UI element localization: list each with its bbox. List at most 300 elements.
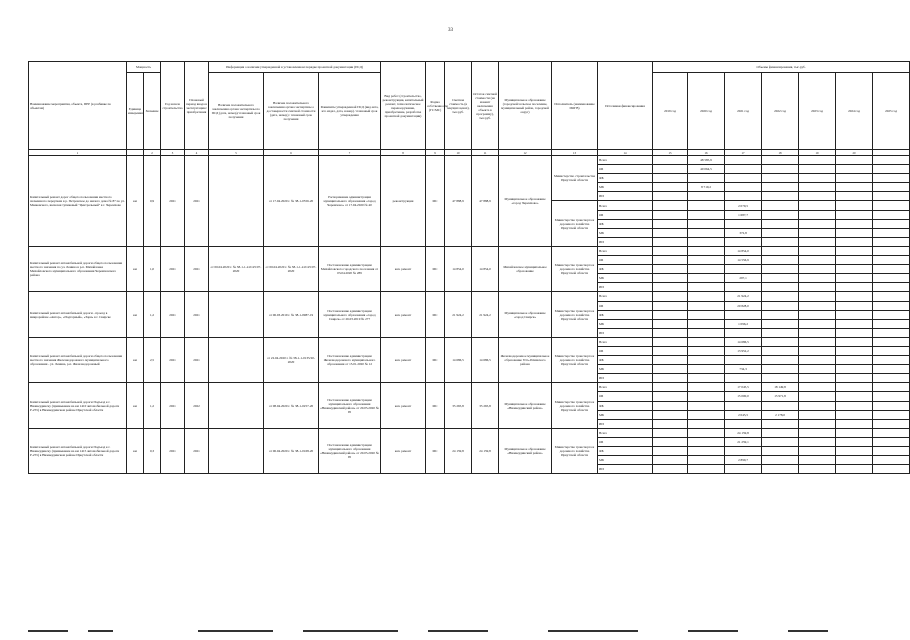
funding-2019: [653, 374, 688, 383]
funding-source: ФБ: [598, 356, 653, 365]
funding-2021: 734,3: [725, 365, 762, 374]
funding-2024: [836, 310, 873, 319]
bottom-scan-strip: [28, 630, 853, 634]
object-balance: 14 854,0: [472, 246, 499, 291]
column-number: 7: [319, 150, 381, 156]
object-start-year: 2021: [161, 383, 185, 428]
funding-2021: 24 159,8: [725, 428, 762, 437]
funding-2022: [762, 256, 799, 265]
funding-2023: [799, 283, 836, 292]
funding-2020: [688, 456, 725, 465]
header-sources: Источники финансирования: [598, 62, 653, 150]
funding-2019: [653, 310, 688, 319]
funding-2023: [799, 383, 836, 392]
funding-2022: [762, 283, 799, 292]
funding-2019: [653, 337, 688, 346]
funding-source: Всего: [598, 292, 653, 301]
funding-2021: [725, 465, 762, 474]
funding-2023: [799, 210, 836, 219]
object-work-type: кап. ремонт: [381, 246, 426, 291]
funding-2019: [653, 219, 688, 228]
object-start-year: 2021: [161, 337, 185, 382]
funding-2020: 40 064,5: [688, 165, 725, 174]
object-power-value: 2,5: [144, 337, 161, 382]
funding-2025: [873, 201, 910, 210]
object-unit: км: [127, 337, 144, 382]
header-plan-year: Плановый период ввода в эксплуатацию/приобретения: [185, 62, 209, 150]
object-psd-presence: от 06.04.2020 г. № 38-1-1-2-0125/07-2020: [209, 246, 264, 291]
object-plan-year: 2021: [185, 156, 209, 247]
funding-source: ФБ: [598, 401, 653, 410]
funding-source: Всего: [598, 337, 653, 346]
funding-2019: [653, 456, 688, 465]
funding-2023: [799, 392, 836, 401]
object-work-type: кап. ремонт: [381, 428, 426, 473]
funding-2019: [653, 265, 688, 274]
table-row: [29, 246, 910, 255]
funding-2019: [653, 419, 688, 428]
funding-2025: [873, 456, 910, 465]
funding-2024: [836, 283, 873, 292]
object-power-value: 1,0: [144, 246, 161, 291]
object-ownership: МС: [426, 428, 445, 473]
funding-2025: [873, 319, 910, 328]
funding-2025: [873, 410, 910, 419]
funding-2023: [799, 410, 836, 419]
header-ownership: Форма собственности (ГС/МС): [426, 62, 445, 150]
object-name: Капитальный ремонт автомобильной дороги общего пользования местного значения по ул. Ленина в р.п. Михайловка Михайловского муниципального образования Черемховского района: [29, 246, 127, 291]
header-work-type: Вид работ (строительство, реконструкция, капитальный ремонт, технологическое перевооружение, приобретение, разработка проектной документации): [381, 62, 426, 150]
object-name: Капитальный ремонт автомобильной дороги - проезд в микрорайоне «Автор», «Подгорный», «Заря» в г. Свирске: [29, 292, 127, 337]
funding-2019: [653, 274, 688, 283]
funding-2023: [799, 374, 836, 383]
object-executor: Министерство транспорта и дорожного хозяйства Иркутской области: [552, 428, 598, 473]
object-psd-presence: [209, 292, 264, 337]
funding-2023: [799, 310, 836, 319]
funding-2019: [653, 283, 688, 292]
object-name: Капитальный ремонт автомобильной дороги Подъезд к г. Нижнеудинску (примыкание на км 1410 автомобильной дороги Р-255) в Нижнеудинском районе Иркутской области: [29, 383, 127, 428]
funding-2020: [688, 419, 725, 428]
funding-2025: [873, 283, 910, 292]
funding-2023: [799, 165, 836, 174]
object-balance: 47 888,9: [472, 156, 499, 247]
funding-2019: [653, 174, 688, 183]
object-psd-cost: от 08.04.2020 г. № 38-1-0257-20: [264, 383, 319, 428]
funding-2023: [799, 237, 836, 246]
funding-2022: [762, 419, 799, 428]
object-psd-cost: от 06.04.2020 г. № 38-1-1-2-0125/07-2020: [264, 246, 319, 291]
funding-2021: 21 924,2: [725, 292, 762, 301]
funding-2020: [688, 301, 725, 310]
table-header: [29, 62, 910, 150]
object-psd-cost: от 06.03.2019 г. № 38-1-0987-19: [264, 292, 319, 337]
object-name: Капитальный ремонт дорог общего пользования местного значения по переулкам в р. Петровское до жилого дома № 87 по ул. Маяковского, включая тупиковый "Центральный" в г. Черемхово: [29, 156, 127, 247]
page-number: 33: [448, 28, 453, 33]
funding-2019: [653, 292, 688, 301]
funding-source: ОБ: [598, 301, 653, 310]
funding-2019: [653, 301, 688, 310]
funding-2022: 18 149,8: [762, 383, 799, 392]
funding-2024: [836, 392, 873, 401]
funding-2021: 297,1: [725, 274, 762, 283]
funding-2019: [653, 392, 688, 401]
object-psd-details: Распоряжение администрации муниципального образования «город Черемхово» от 17.04.2020 № 40: [319, 156, 381, 247]
funding-source: МБ: [598, 319, 653, 328]
funding-2021: 2 045,5: [725, 410, 762, 419]
column-number: 6: [264, 150, 319, 156]
funding-source: ИИ: [598, 374, 653, 383]
header-year-2021: 2021 год: [725, 73, 762, 150]
funding-2023: [799, 465, 836, 474]
funding-source: ОБ: [598, 392, 653, 401]
funding-2023: [799, 174, 836, 183]
table-row: [29, 383, 910, 392]
funding-2025: [873, 401, 910, 410]
funding-2020: [688, 192, 725, 201]
object-est-cost: 14 686,5: [445, 337, 472, 382]
funding-2020: [688, 346, 725, 355]
object-psd-presence: [209, 428, 264, 473]
object-ownership: МС: [426, 156, 445, 247]
funding-2025: [873, 365, 910, 374]
header-year-2019: 2019 год: [653, 73, 688, 150]
header-psd-details: Реквизиты утвержденной ПСД (вид акта, кто издал, дата, номер) / плановый срок утверждения: [319, 73, 381, 150]
funding-2019: [653, 165, 688, 174]
funding-2023: [799, 183, 836, 192]
funding-2021: 15 000,0: [725, 392, 762, 401]
header-start-year: Год начала строительства: [161, 62, 185, 150]
funding-2020: [688, 410, 725, 419]
object-plan-year: 2021: [185, 246, 209, 291]
funding-2020: [688, 383, 725, 392]
funding-2022: [762, 401, 799, 410]
investment-table: [28, 61, 910, 474]
funding-2025: [873, 447, 910, 456]
column-number: 15: [653, 150, 688, 156]
funding-2022: [762, 228, 799, 237]
funding-2025: [873, 374, 910, 383]
column-number: 18: [762, 150, 799, 156]
funding-2025: [873, 246, 910, 255]
funding-2024: [836, 237, 873, 246]
funding-2020: [688, 219, 725, 228]
table-row: [29, 428, 910, 437]
object-executor: Министерство строительства Иркутской области: [552, 156, 598, 201]
funding-2024: [836, 265, 873, 274]
object-power-value: 1,2: [144, 383, 161, 428]
object-plan-year: 2022: [185, 383, 209, 428]
funding-source: ОБ: [598, 346, 653, 355]
funding-source: ФБ: [598, 447, 653, 456]
funding-2025: [873, 174, 910, 183]
funding-2019: [653, 383, 688, 392]
funding-2021: 2 899,7: [725, 456, 762, 465]
funding-2020: [688, 174, 725, 183]
object-ownership: МС: [426, 292, 445, 337]
funding-2024: [836, 419, 873, 428]
funding-2020: [688, 374, 725, 383]
funding-2025: [873, 265, 910, 274]
column-number: 20: [836, 150, 873, 156]
object-recipient: Михайловское муниципальное образование: [499, 246, 552, 291]
funding-2019: [653, 319, 688, 328]
funding-2021: [725, 219, 762, 228]
funding-source: МБ: [598, 365, 653, 374]
header-power-group: Мощность: [127, 62, 161, 73]
funding-2024: [836, 301, 873, 310]
funding-2021: [725, 265, 762, 274]
funding-2019: [653, 401, 688, 410]
column-number: 16: [688, 150, 725, 156]
funding-2022: [762, 447, 799, 456]
funding-2025: [873, 256, 910, 265]
header-year-2024: 2024 год: [836, 73, 873, 150]
funding-source: ИИ: [598, 419, 653, 428]
funding-2022: [762, 346, 799, 355]
funding-2020: [688, 401, 725, 410]
funding-2024: [836, 337, 873, 346]
object-est-cost: 14 854,0: [445, 246, 472, 291]
funding-2024: [836, 410, 873, 419]
funding-2022: [762, 356, 799, 365]
funding-2020: [688, 465, 725, 474]
object-balance: 14 686,5: [472, 337, 499, 382]
object-ownership: МС: [426, 246, 445, 291]
object-executor: Министерство транспорта и дорожного хозяйства Иркутской области: [552, 383, 598, 428]
funding-2023: [799, 274, 836, 283]
header-year-2020: 2020 год: [688, 73, 725, 150]
object-recipient: Железнодорожное муниципальное образование Усть-Илимского района: [499, 337, 552, 382]
funding-2024: [836, 401, 873, 410]
object-name: Капитальный ремонт автомобильной дороги общего пользования местного значения Железнодорожного муниципального образования - ул. Ленина, р.п. Железнодорожный: [29, 337, 127, 382]
funding-2019: [653, 237, 688, 246]
funding-source: ИИ: [598, 192, 653, 201]
funding-2022: [762, 292, 799, 301]
funding-2024: [836, 246, 873, 255]
funding-2021: [725, 237, 762, 246]
funding-2022: [762, 183, 799, 192]
object-est-cost: 35 265,8: [445, 383, 472, 428]
header-year-2025: 2025 год: [873, 73, 910, 150]
header-funding-group: Объемы финансирования, тыс.руб.: [653, 62, 910, 73]
funding-2024: [836, 328, 873, 337]
funding-source: Всего: [598, 428, 653, 437]
funding-2019: [653, 410, 688, 419]
funding-2021: [725, 419, 762, 428]
object-power-value: 1,2: [144, 292, 161, 337]
funding-2022: [762, 192, 799, 201]
funding-2022: [762, 374, 799, 383]
funding-2023: [799, 419, 836, 428]
column-number: 9: [426, 150, 445, 156]
funding-2020: [688, 274, 725, 283]
funding-2025: [873, 419, 910, 428]
funding-2024: [836, 183, 873, 192]
object-ownership: МС: [426, 383, 445, 428]
object-balance: 35 265,8: [472, 383, 499, 428]
funding-2025: [873, 165, 910, 174]
funding-2022: [762, 210, 799, 219]
object-psd-cost: от 17.04.2020 г. № 38-1-0556-20: [264, 156, 319, 247]
funding-2021: [725, 328, 762, 337]
funding-2024: [836, 210, 873, 219]
object-start-year: 2021: [161, 292, 185, 337]
funding-2024: [836, 156, 873, 165]
funding-2022: [762, 456, 799, 465]
funding-2023: [799, 365, 836, 374]
object-psd-details: Постановление администрации Железнодорожного муниципального образования от 15.01.2020 № 12: [319, 337, 381, 382]
object-psd-presence: [209, 156, 264, 247]
column-number: 3: [161, 150, 185, 156]
funding-2020: [688, 246, 725, 255]
funding-2024: [836, 228, 873, 237]
funding-2019: [653, 437, 688, 446]
funding-2024: [836, 256, 873, 265]
table-row: [29, 156, 910, 165]
funding-2025: [873, 210, 910, 219]
funding-2020: [688, 310, 725, 319]
funding-2023: [799, 447, 836, 456]
object-unit: км: [127, 246, 144, 291]
funding-2023: [799, 456, 836, 465]
funding-2022: 15 971,8: [762, 392, 799, 401]
funding-2020: [688, 428, 725, 437]
object-work-type: кап. ремонт: [381, 292, 426, 337]
funding-2019: [653, 210, 688, 219]
funding-2019: [653, 356, 688, 365]
funding-2022: 2 178,0: [762, 410, 799, 419]
funding-2024: [836, 201, 873, 210]
header-executor: Исполнитель (наименование ИОГВ): [552, 62, 598, 150]
funding-source: ИИ: [598, 237, 653, 246]
funding-source: МБ: [598, 410, 653, 419]
column-number: 11: [472, 150, 499, 156]
funding-2024: [836, 447, 873, 456]
funding-2019: [653, 465, 688, 474]
funding-2022: [762, 437, 799, 446]
funding-2019: [653, 256, 688, 265]
funding-2024: [836, 374, 873, 383]
funding-2023: [799, 337, 836, 346]
funding-2019: [653, 156, 688, 165]
column-number: 2: [144, 150, 161, 156]
funding-2021: [725, 401, 762, 410]
funding-2023: [799, 428, 836, 437]
funding-2025: [873, 219, 910, 228]
funding-2024: [836, 383, 873, 392]
funding-2019: [653, 328, 688, 337]
funding-2021: [725, 356, 762, 365]
funding-2021: 20 828,0: [725, 301, 762, 310]
object-power-value: 0,9: [144, 156, 161, 247]
funding-2020: [688, 237, 725, 246]
object-balance: 24 159,8: [472, 428, 499, 473]
funding-2020: [688, 337, 725, 346]
funding-2020: [688, 201, 725, 210]
funding-2025: [873, 310, 910, 319]
header-est-cost: Сметная стоимость (в текущих ценах), тыс.руб.: [445, 62, 472, 150]
funding-2025: [873, 292, 910, 301]
funding-2025: [873, 428, 910, 437]
funding-source: ИИ: [598, 328, 653, 337]
object-recipient: Муниципальное образование «Нижнеудинский район»: [499, 383, 552, 428]
object-recipient: Муниципальное образование «город Черемхово»: [499, 156, 552, 247]
header-year-2022: 2022 год: [762, 73, 799, 150]
funding-source: Всего: [598, 156, 653, 165]
funding-2021: 1 096,2: [725, 319, 762, 328]
object-unit: км: [127, 383, 144, 428]
funding-2019: [653, 183, 688, 192]
funding-2019: [653, 246, 688, 255]
column-number: 10: [445, 150, 472, 156]
funding-2022: [762, 156, 799, 165]
funding-2021: [725, 183, 762, 192]
object-executor: Министерство транспорта и дорожного хозяйства Иркутской области: [552, 292, 598, 337]
object-est-cost: 24 159,8: [445, 428, 472, 473]
funding-2023: [799, 292, 836, 301]
object-power-value: 0,3: [144, 428, 161, 473]
column-number: 13: [552, 150, 598, 156]
funding-2023: [799, 401, 836, 410]
funding-2024: [836, 165, 873, 174]
funding-2022: [762, 165, 799, 174]
object-plan-year: 2021: [185, 337, 209, 382]
column-number: 14: [598, 150, 653, 156]
funding-2023: [799, 319, 836, 328]
funding-2021: [725, 192, 762, 201]
funding-2019: [653, 447, 688, 456]
funding-2022: [762, 246, 799, 255]
funding-2020: [688, 365, 725, 374]
funding-2021: [725, 447, 762, 456]
funding-2023: [799, 437, 836, 446]
funding-2025: [873, 237, 910, 246]
object-start-year: 2021: [161, 428, 185, 473]
funding-2020: [688, 292, 725, 301]
column-number: 12: [499, 150, 552, 156]
funding-2021: [725, 374, 762, 383]
header-recipient: Муниципальное образование (городской/сельское поселение, муниципальный район, городской округ): [499, 62, 552, 150]
funding-source: МБ: [598, 183, 653, 192]
funding-2023: [799, 219, 836, 228]
column-number: 19: [799, 150, 836, 156]
header-name: Наименование мероприятия, объекта, ПЕР (в разбивке по объектам): [29, 62, 127, 150]
funding-2023: [799, 356, 836, 365]
funding-2022: [762, 365, 799, 374]
funding-2024: [836, 319, 873, 328]
funding-2024: [836, 174, 873, 183]
funding-2020: [688, 447, 725, 456]
object-unit: км: [127, 428, 144, 473]
funding-source: ФБ: [598, 219, 653, 228]
funding-2024: [836, 428, 873, 437]
funding-2023: [799, 301, 836, 310]
funding-2021: 14 556,9: [725, 256, 762, 265]
header-balance: Остаток сметной стоимости (на момент включения объекта в программу), тыс.руб.: [472, 62, 499, 150]
funding-2020: 8 719,2: [688, 183, 725, 192]
funding-2019: [653, 428, 688, 437]
funding-2020: [688, 437, 725, 446]
object-executor: Министерство транспорта и дорожного хозяйства Иркутской области: [552, 337, 598, 382]
column-number: 5: [209, 150, 264, 156]
table-row: [29, 337, 910, 346]
object-work-type: реконструкция: [381, 156, 426, 247]
funding-2025: [873, 356, 910, 365]
funding-2024: [836, 292, 873, 301]
header-year-2023: 2023 год: [799, 73, 836, 150]
object-start-year: 2021: [161, 246, 185, 291]
funding-2023: [799, 228, 836, 237]
